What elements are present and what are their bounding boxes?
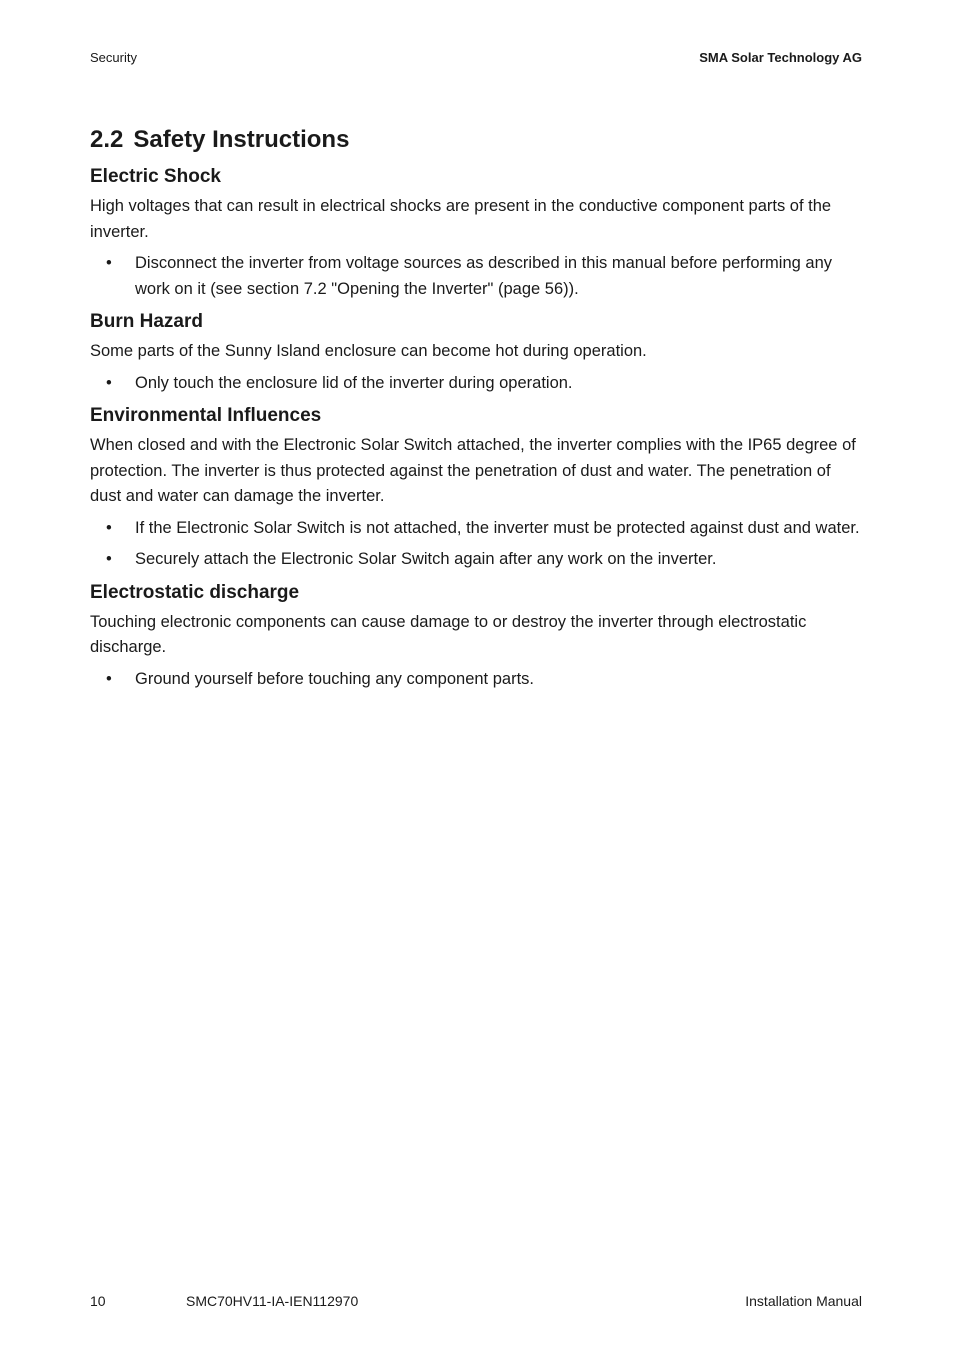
bullet-icon: • <box>106 669 112 688</box>
list-item-text: Ground yourself before touching any component parts. <box>135 669 534 688</box>
bullet-icon: • <box>106 373 112 392</box>
bullet-list <box>90 667 862 693</box>
subsection-environmental-influences <box>90 403 862 573</box>
document-code: SMC70HV11-IA-IEN112970 <box>186 1293 359 1309</box>
header-chapter: Security <box>90 50 137 65</box>
list-item-text: Only touch the enclosure lid of the inverter during operation. <box>135 373 573 392</box>
section-title-text: Safety Instructions <box>133 126 350 153</box>
subsection-heading: Environmental Influences <box>90 405 322 426</box>
subsection-burn-hazard <box>90 309 862 396</box>
bullet-icon: • <box>106 550 112 568</box>
document-type: Installation Manual <box>745 1293 862 1309</box>
subsection-heading: Electric Shock <box>90 166 221 187</box>
page-content <box>90 124 862 698</box>
subsection-heading: Burn Hazard <box>90 311 203 332</box>
list-item <box>90 667 862 693</box>
list-item <box>90 371 862 397</box>
list-item-text: If the Electronic Solar Switch is not attached, the inverter must be protected against dust and water. <box>135 518 860 537</box>
page-number: 10 <box>90 1293 106 1309</box>
paragraph: Some parts of the Sunny Island enclosure can become hot during operation. <box>90 342 647 360</box>
list-item-text: Securely attach the Electronic Solar Switch again after any work on the inverter. <box>135 550 717 568</box>
section-number: 2.2 <box>90 126 124 153</box>
bullet-list <box>90 516 862 573</box>
paragraph: High voltages that can result in electrical shocks are present in the conductive component parts of the inverter. <box>90 197 832 241</box>
paragraph: Touching electronic components can cause damage to or destroy the inverter through electrostatic discharge. <box>90 612 807 656</box>
bullet-icon: • <box>106 518 112 537</box>
bullet-list <box>90 251 862 302</box>
list-item-text: Disconnect the inverter from voltage sources as described in this manual before performing any work on it (see section 7.2 "Opening the Inverter" (page 56)). <box>135 254 833 298</box>
subsection-electrostatic-discharge <box>90 580 862 693</box>
subsection-electric-shock <box>90 164 862 302</box>
header-company: SMA Solar Technology AG <box>699 50 862 65</box>
bullet-icon: • <box>106 254 112 272</box>
list-item <box>90 251 862 302</box>
bullet-list <box>90 371 862 397</box>
subsection-heading: Electrostatic discharge <box>90 581 300 603</box>
list-item <box>90 547 862 573</box>
section-title <box>90 124 862 156</box>
paragraph: When closed and with the Electronic Solar Switch attached, the inverter complies with the IP65 degree of protection. The inverter is thus protected against the penetration of dust and water. The penetration of dust and water can damage the inverter. <box>90 436 856 505</box>
list-item <box>90 516 862 542</box>
